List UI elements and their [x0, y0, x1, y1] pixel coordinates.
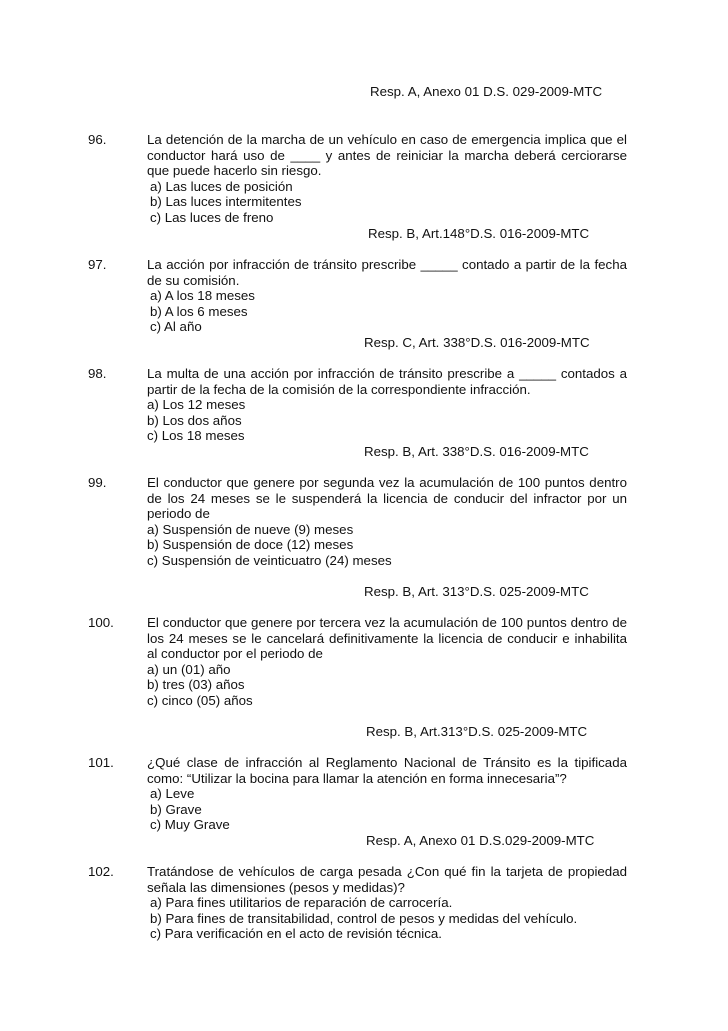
answer-option: a) un (01) año	[147, 661, 231, 677]
question-number: 100.	[88, 615, 114, 630]
question-block	[88, 132, 630, 226]
question-text: El conductor que genere por segunda vez la acumulación de 100 puntos dentro de los 24 meses se le suspenderá la licencia de conducir del infractor por un periodo de	[147, 475, 627, 522]
question-text: ¿Qué clase de infracción al Reglamento Nacional de Tránsito es la tipificada como: “Utilizar la bocina para llamar la atención en forma innecesaria”?	[147, 755, 627, 786]
answer-option: c) Muy Grave	[150, 817, 230, 833]
answer-line: Resp. C, Art. 338°D.S. 016-2009-MTC	[364, 335, 590, 350]
answer-line: Resp. A, Anexo 01 D.S.029-2009-MTC	[366, 833, 595, 848]
question-text: Tratándose de vehículos de carga pesada ¿Con qué fin la tarjeta de propiedad señala las dimensiones (pesos y medidas)?	[147, 864, 627, 895]
answer-line: Resp. B, Art. 338°D.S. 016-2009-MTC	[364, 444, 589, 459]
question-number: 101.	[88, 755, 114, 770]
question-number: 97.	[88, 257, 107, 272]
answer-option: a) Las luces de posición	[150, 178, 293, 194]
answer-option: c) Suspensión de veinticuatro (24) meses	[147, 552, 392, 568]
question-block	[88, 366, 630, 444]
question-text: La acción por infracción de tránsito prescribe _____ contado a partir de la fecha de su comisión.	[147, 257, 627, 288]
answer-option: a) Los 12 meses	[147, 397, 246, 413]
question-number: 102.	[88, 864, 114, 879]
answer-line: Resp. B, Art. 313°D.S. 025-2009-MTC	[364, 584, 589, 599]
answer-line: Resp. B, Art.148°D.S. 016-2009-MTC	[368, 226, 590, 241]
answer-option: b) Para fines de transitabilidad, control de pesos y medidas del vehículo.	[150, 910, 578, 926]
question-number: 96.	[88, 132, 107, 147]
question-block	[88, 755, 630, 833]
question-block	[88, 257, 630, 335]
answer-option: a) Para fines utilitarios de reparación de carrocería.	[150, 895, 453, 911]
answer-option: b) Las luces intermitentes	[150, 194, 302, 210]
answer-option: a) Leve	[150, 786, 195, 802]
question-number: 98.	[88, 366, 107, 381]
question-text: El conductor que genere por tercera vez la acumulación de 100 puntos dentro de los 24 meses se le cancelará definitivamente la licencia de conducir e inhabilita al conductor por el periodo de	[147, 615, 627, 662]
answer-option: c) Al año	[150, 319, 202, 335]
answer-option: c) Las luces de freno	[150, 209, 274, 225]
answer-option: a) Suspensión de nueve (9) meses	[147, 521, 354, 537]
answer-option: a) A los 18 meses	[150, 288, 255, 304]
answer-option: c) cinco (05) años	[147, 692, 253, 708]
question-text: La detención de la marcha de un vehículo en caso de emergencia implica que el conductor hará uso de ____ y antes de reiniciar la marcha deberá cerciorarse que puede hacerlo sin riesgo.	[147, 132, 627, 179]
answer-option: b) tres (03) años	[147, 677, 245, 693]
answer-option: c) Para verificación en el acto de revisión técnica.	[150, 926, 442, 942]
question-number: 99.	[88, 475, 107, 490]
answer-option: b) Grave	[150, 801, 202, 817]
answer-line: Resp. B, Art.313°D.S. 025-2009-MTC	[366, 724, 588, 739]
question-text: La multa de una acción por infracción de tránsito prescribe a _____ contados a partir de la fecha de la comisión de la correspondiente infracción.	[147, 366, 627, 397]
question-block	[88, 475, 630, 569]
question-block	[88, 615, 630, 709]
answer-option: c) Los 18 meses	[147, 428, 245, 444]
answer-option: b) Suspensión de doce (12) meses	[147, 537, 354, 553]
answer-option: b) A los 6 meses	[150, 303, 248, 319]
question-block	[88, 864, 630, 942]
answer-option: b) Los dos años	[147, 412, 242, 428]
answer-line: Resp. A, Anexo 01 D.S. 029-2009-MTC	[370, 84, 603, 99]
